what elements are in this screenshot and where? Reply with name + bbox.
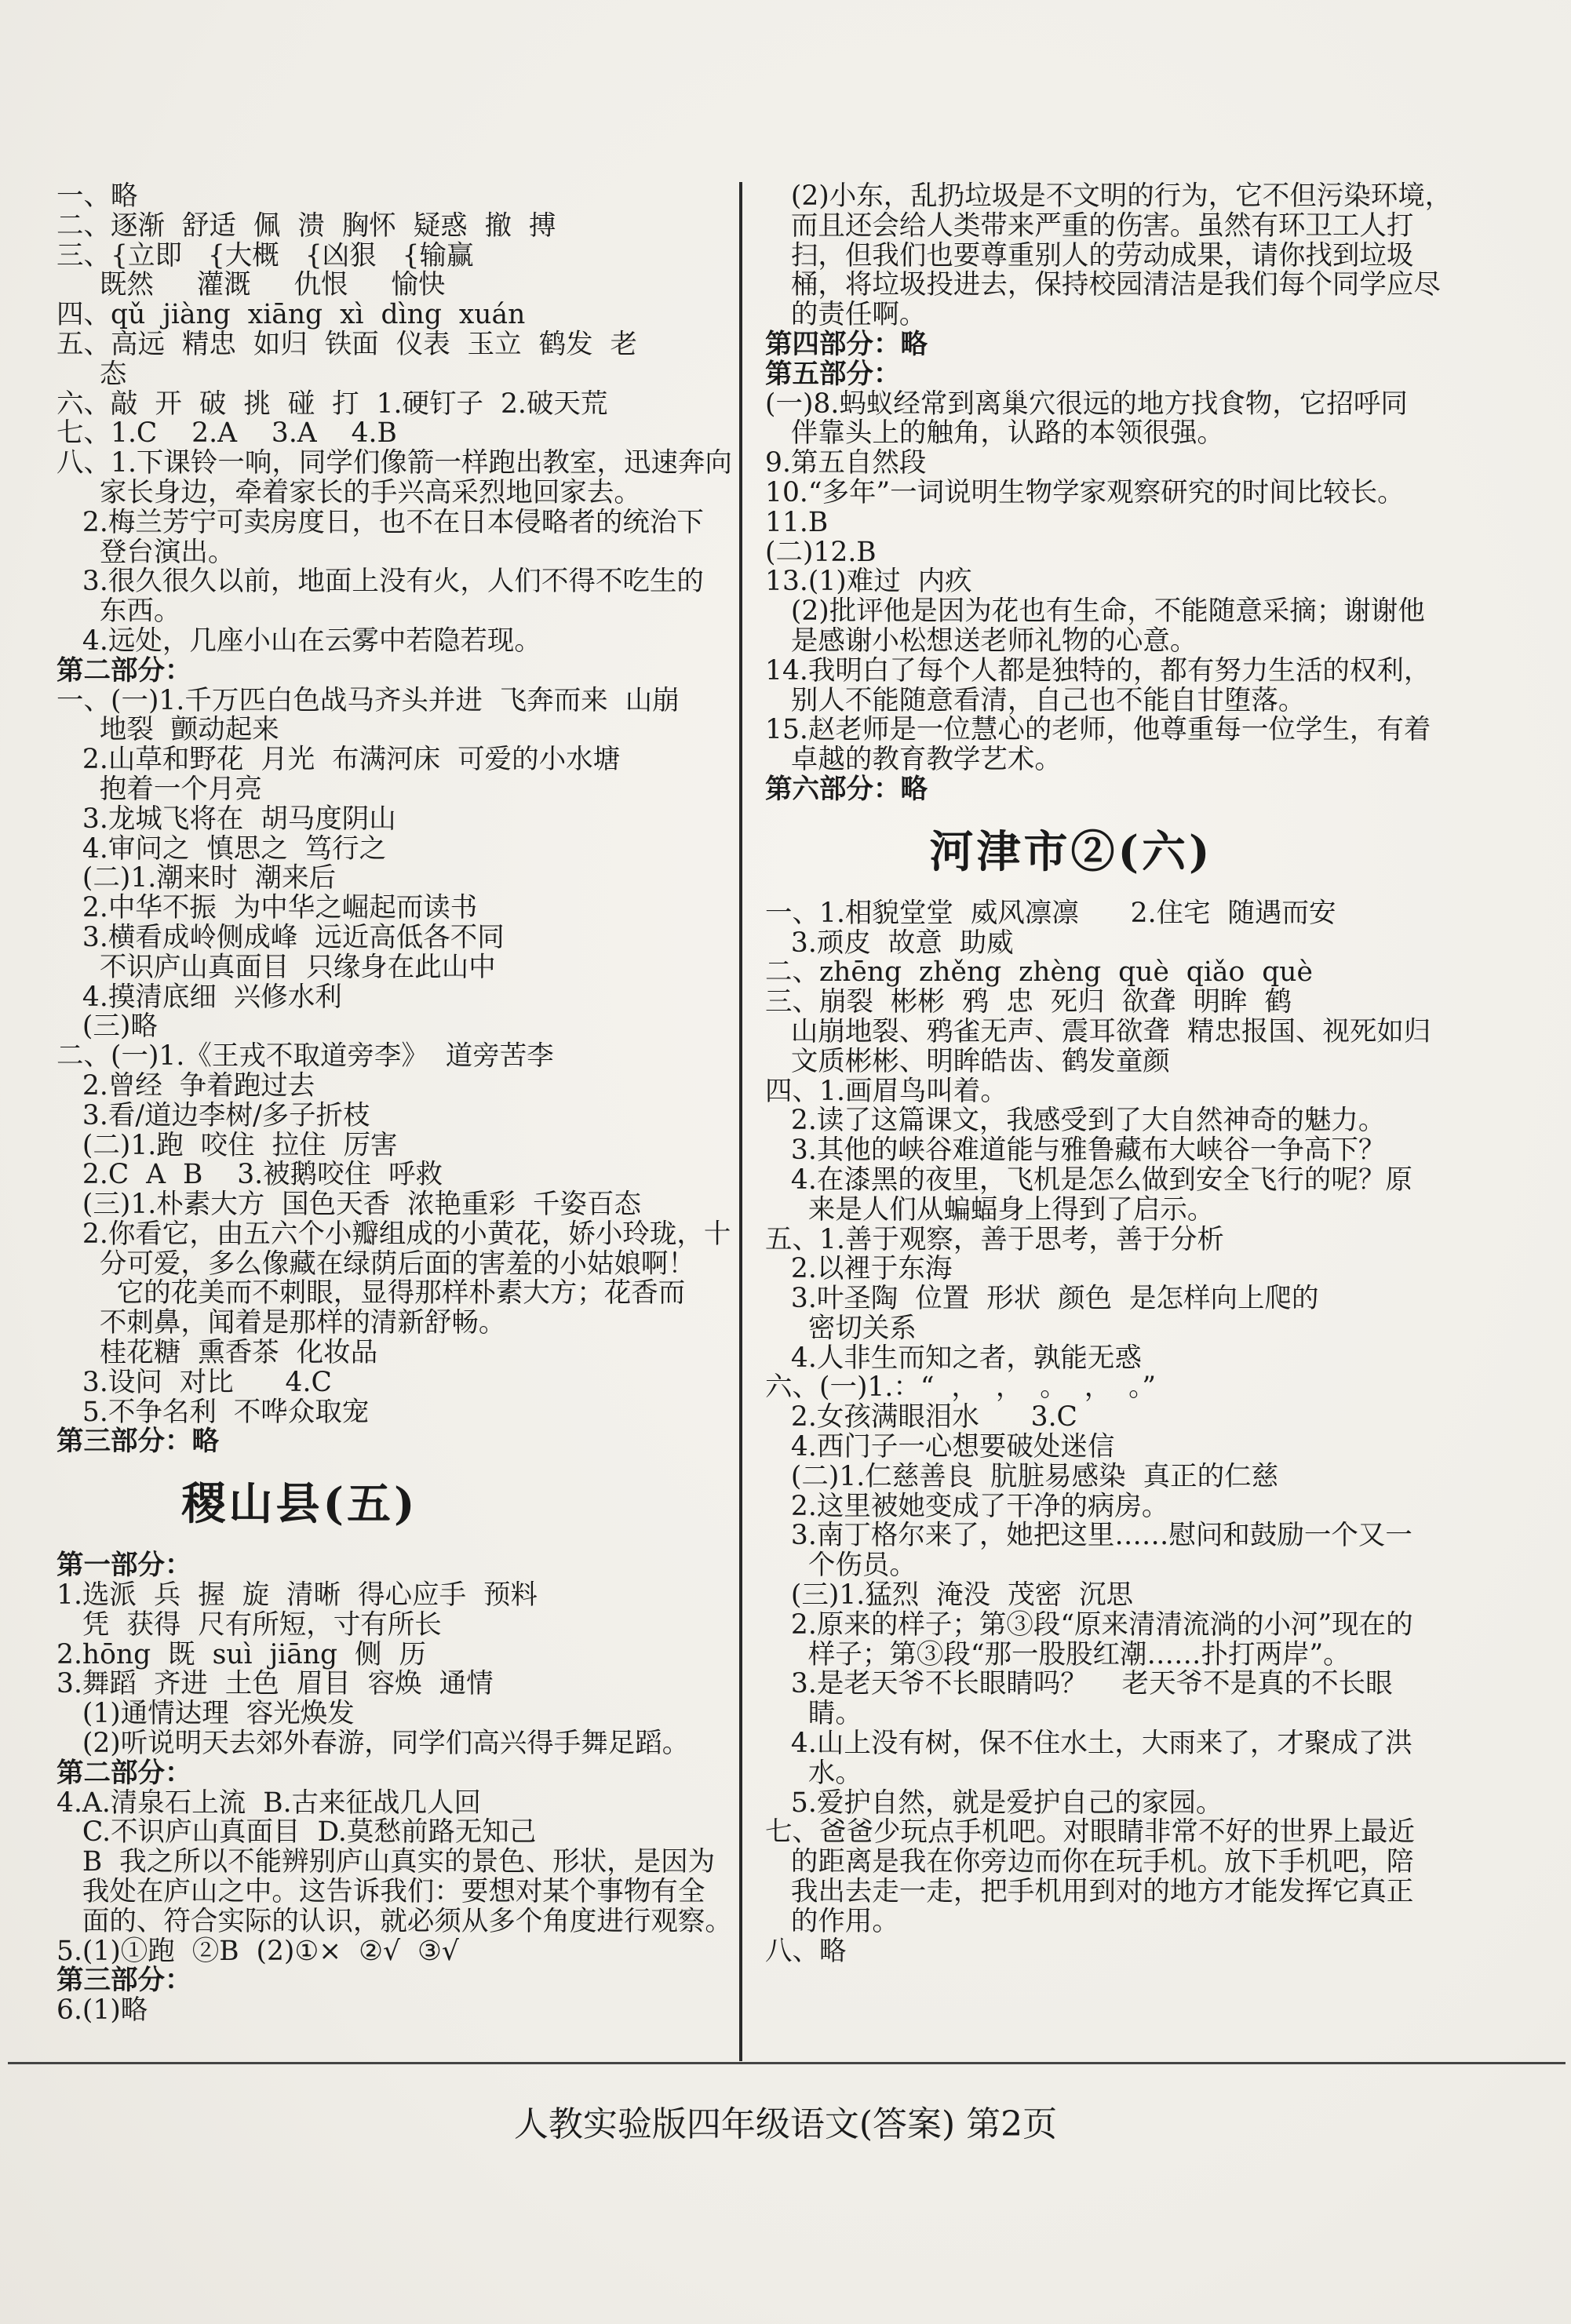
answer-line: 3.龙城飞将在 胡马度阴山 <box>56 803 396 835</box>
answer-line: 地裂 颤动起来 <box>56 714 279 746</box>
answer-line: 个伤员。 <box>765 1550 917 1582</box>
answer-line: 5.爱护自然，就是爱护自己的家园。 <box>765 1787 1223 1819</box>
answer-line: 的作用。 <box>765 1905 899 1937</box>
answer-line: 它的花美而不刺眼，显得那样朴素大方；花香而 <box>56 1277 686 1310</box>
answer-line: 一、略 <box>56 180 138 212</box>
footer-rule <box>8 2062 1566 2064</box>
answer-line: 2.你看它，由五六个小瓣组成的小黄花，娇小玲珑，十 <box>56 1218 731 1250</box>
answer-line: 不刺鼻，闻着是那样的清新舒畅。 <box>56 1307 506 1339</box>
answer-line: (1)通情达理 容光焕发 <box>56 1698 355 1730</box>
answer-line: 一、(一)1.千万匹白色战马齐头并进 飞奔而来 山崩 <box>56 684 680 716</box>
answer-line: 密切关系 <box>765 1312 917 1344</box>
answer-line: 1.选派 兵 握 旋 清晰 得心应手 预料 <box>56 1579 538 1612</box>
answer-line: 2.以裡于东海 <box>765 1253 953 1285</box>
part-heading: 第六部分：略 <box>765 773 928 805</box>
part-heading: 第一部分： <box>56 1550 192 1582</box>
answer-line: 不识庐山真面目 只缘身在此山中 <box>56 951 496 983</box>
answer-line: 东西。 <box>56 596 181 628</box>
answer-line: (一)8.蚂蚁经常到离巢穴很远的地方找食物，它招呼同 <box>765 388 1408 420</box>
answer-line: 的责任啊。 <box>765 299 927 331</box>
answer-line: 四、1.画眉鸟叫着。 <box>765 1075 1008 1107</box>
answer-line: 9.第五自然段 <box>765 447 927 479</box>
answer-line: 卓越的教育教学艺术。 <box>765 744 1062 776</box>
answer-line: 四、qǔ jiàng xiāng xì dìng xuán <box>56 299 526 331</box>
answer-line: 2.曾经 争着跑过去 <box>56 1069 315 1102</box>
column-divider <box>739 182 742 2061</box>
answer-line: 我出去走一走，把手机用到对的地方才能发挥它真正 <box>765 1876 1414 1908</box>
answer-line: 来是人们从蝙蝠身上得到了启示。 <box>765 1193 1215 1226</box>
answer-line: 11.B <box>765 506 829 538</box>
part-heading: 第三部分： <box>56 1965 192 1997</box>
answer-line: 桶，将垃圾投进去，保持校园清洁是我们每个同学应尽 <box>765 269 1441 301</box>
answer-line: 态 <box>56 358 127 390</box>
answer-line: 扫，但我们也要尊重别人的劳动成果，请你找到垃圾 <box>765 239 1414 271</box>
answer-line: (三)1.猛烈 淹没 茂密 沉思 <box>765 1579 1134 1612</box>
answer-line: 三、崩裂 彬彬 鸦 忠 死归 欲聋 明眸 鹤 <box>765 986 1292 1018</box>
answer-line: 一、1.相貌堂堂 威风凛凛 2.住宅 随遇而安 <box>765 897 1336 929</box>
answer-line: (二)1.仁慈善良 肮脏易感染 真正的仁慈 <box>765 1460 1279 1492</box>
answer-line: (2)批评他是因为花也有生命，不能随意采摘；谢谢他 <box>765 596 1425 628</box>
answer-line: 2.hōng 既 suì jiāng 侧 历 <box>56 1638 426 1670</box>
part-heading: 第四部分：略 <box>765 328 928 360</box>
answer-line: 3.很久很久以前，地面上没有火，人们不得不吃生的 <box>56 566 704 598</box>
answer-line: 文质彬彬、明眸皓齿、鹤发童颜 <box>765 1045 1170 1077</box>
answer-line: 六、敲 开 破 挑 碰 打 1.硬钉子 2.破天荒 <box>56 388 608 420</box>
right-column <box>765 182 1456 1966</box>
answer-line: 面的、符合实际的认识，就必须从多个角度进行观察。 <box>56 1905 732 1937</box>
answer-line: 八、1.下课铃一响，同学们像箭一样跑出教室，迅速奔向 <box>56 447 732 479</box>
answer-line: 4.西门子一心想要破处迷信 <box>765 1431 1115 1463</box>
section-title: 河津市②(六) <box>929 825 1213 878</box>
answer-line: 14.我明白了每个人都是独特的，都有努力生活的权利， <box>765 654 1431 687</box>
answer-line: 3.横看成岭侧成峰 远近高低各不同 <box>56 921 505 953</box>
answer-line: 3.看/道边李树/多子折枝 <box>56 1099 370 1131</box>
part-heading: 第五部分： <box>765 358 901 390</box>
section-title: 稷山县(五) <box>181 1478 418 1531</box>
answer-line: 3.叶圣陶 位置 形状 颜色 是怎样向上爬的 <box>765 1283 1319 1315</box>
left-column <box>56 180 732 2027</box>
answer-line: 2.原来的样子；第③段“原来清清流淌的小河”现在的 <box>765 1608 1413 1641</box>
answer-line: (二)1.跑 咬住 拉住 厉害 <box>56 1129 398 1161</box>
answer-line: 而且还会给人类带来严重的伤害。虽然有环卫工人打 <box>765 209 1414 242</box>
answer-line: 2.这里被她变成了干净的病房。 <box>765 1490 1169 1522</box>
part-heading: 第二部分： <box>56 654 192 687</box>
answer-line: 六、(一)1.：“ ， ， 。 ， 。” <box>765 1371 1157 1404</box>
answer-line: 山崩地裂、鸦雀无声、震耳欲聋 精忠报国、视死如归 <box>765 1015 1431 1047</box>
answer-line: 别人不能随意看清，自己也不能自甘堕落。 <box>765 684 1306 716</box>
answer-line: C.不识庐山真面目 D.莫愁前路无知己 <box>56 1816 537 1849</box>
answer-line: 2.女孩满眼泪水 3.C <box>765 1401 1077 1433</box>
answer-line: 4.摸清底细 兴修水利 <box>56 981 342 1013</box>
answer-line: 2.C A B 3.被鹅咬住 呼救 <box>56 1159 443 1191</box>
answer-line: 伴靠头上的触角，认路的本领很强。 <box>765 417 1224 450</box>
answer-line: 桂花糖 熏香茶 化妆品 <box>56 1337 378 1369</box>
answer-line: (三)1.朴素大方 国色天香 浓艳重彩 千姿百态 <box>56 1189 642 1221</box>
answer-line: 是感谢小松想送老师礼物的心意。 <box>765 625 1197 657</box>
answer-line: 家长身边，牵着家长的手兴高采烈地回家去。 <box>56 476 641 508</box>
answer-line: 15.赵老师是一位慧心的老师，他尊重每一位学生，有着 <box>765 714 1431 746</box>
answer-line: 2.梅兰芳宁可卖房度日，也不在日本侵略者的统治下 <box>56 506 704 538</box>
answer-line: 分可爱，多么像藏在绿荫后面的害羞的小姑娘啊！ <box>56 1248 695 1280</box>
answer-line: 既然 灌溉 仇恨 愉快 <box>56 269 446 301</box>
answer-line: 2.读了这篇课文，我感受到了大自然神奇的魅力。 <box>765 1105 1386 1137</box>
answer-line: 七、爸爸少玩点手机吧。对眼睛非常不好的世界上最近 <box>765 1816 1415 1849</box>
answer-line: (二)12.B <box>765 536 877 568</box>
answer-line: (2)小东，乱扔垃圾是不文明的行为，它不但污染环境， <box>765 180 1453 212</box>
answer-line: 4.山上没有树，保不住水土，大雨来了，才聚成了洪 <box>765 1728 1412 1760</box>
answer-line: (三)略 <box>56 1011 158 1043</box>
answer-line: 5.不争名利 不哗众取宠 <box>56 1396 370 1428</box>
part-heading: 第三部分：略 <box>56 1426 219 1458</box>
answer-line: 睛。 <box>765 1698 862 1730</box>
answer-line: 2.中华不振 为中华之崛起而读书 <box>56 892 478 924</box>
answer-line: 3.舞蹈 齐进 土色 眉目 容焕 通情 <box>56 1668 494 1700</box>
part-heading: 第二部分： <box>56 1757 192 1789</box>
answer-line: 凭 获得 尺有所短，寸有所长 <box>56 1608 442 1641</box>
answer-line: 的距离是我在你旁边而你在玩手机。放下手机吧，陪 <box>765 1846 1414 1878</box>
answer-line: 4.审问之 慎思之 笃行之 <box>56 832 387 865</box>
answer-line: 抱着一个月亮 <box>56 773 262 805</box>
answer-line: 水。 <box>765 1757 862 1789</box>
answer-line: 3.南丁格尔来了，她把这里……慰问和鼓励一个又一 <box>765 1520 1412 1552</box>
answer-line: 五、高远 精忠 如归 铁面 仪表 玉立 鹤发 老 <box>56 328 638 360</box>
answer-line: 6.(1)略 <box>56 1994 148 2027</box>
page-footer: 人教实验版四年级语文(答案) 第2页 <box>513 2104 1058 2144</box>
answer-line: 五、1.善于观察，善于思考，善于分析 <box>765 1223 1224 1255</box>
answer-line: 二、(一)1.《王戎不取道旁李》 道旁苦李 <box>56 1040 554 1073</box>
answer-line: 二、zhēng zhěng zhèng què qiǎo què <box>765 956 1313 989</box>
answer-line: 八、略 <box>765 1935 847 1967</box>
answer-line: 4.A.清泉石上流 B.古来征战几人回 <box>56 1787 482 1819</box>
answer-line: 3.设问 对比 4.C <box>56 1366 332 1398</box>
answer-line: 3.其他的峡谷难道能与雅鲁藏布大峡谷一争高下？ <box>765 1135 1386 1167</box>
answer-line: 样子；第③段“那一股股红潮……扑打两岸”。 <box>765 1638 1350 1670</box>
answer-line: 3.顽皮 故意 助威 <box>765 927 1014 959</box>
answer-line: 我处在庐山之中。这告诉我们：要想对某个事物有全 <box>56 1876 705 1908</box>
answer-line: 5.(1)①跑 ②B (2)①× ②√ ③√ <box>56 1935 459 1967</box>
answer-line: 2.山草和野花 月光 布满河床 可爱的小水塘 <box>56 744 621 776</box>
answer-line: 七、1.C 2.A 3.A 4.B <box>56 417 397 450</box>
answer-line: 三、{立即 {大概 {凶狠 {输赢 <box>56 239 474 271</box>
answer-line: 登台演出。 <box>56 536 235 568</box>
answer-line: (2)听说明天去郊外春游，同学们高兴得手舞足蹈。 <box>56 1728 690 1760</box>
answer-line: 13.(1)难过 内疚 <box>765 566 972 598</box>
answer-line: 4.在漆黑的夜里，飞机是怎么做到安全飞行的呢？原 <box>765 1164 1412 1196</box>
answer-line: (二)1.潮来时 潮来后 <box>56 862 337 894</box>
answer-line: 3.是老天爷不长眼睛吗？ 老天爷不是真的不长眼 <box>765 1668 1393 1700</box>
answer-line: 4.远处，几座小山在云雾中若隐若现。 <box>56 625 541 657</box>
answer-line: 4.人非生而知之者，孰能无惑 <box>765 1342 1142 1374</box>
answer-line: 10.“多年”一词说明生物学家观察研究的时间比较长。 <box>765 476 1405 508</box>
answer-line: 二、逐渐 舒适 佩 溃 胸怀 疑惑 撤 搏 <box>56 209 556 242</box>
answer-line: B 我之所以不能辨别庐山真实的景色、形状，是因为 <box>56 1846 716 1878</box>
